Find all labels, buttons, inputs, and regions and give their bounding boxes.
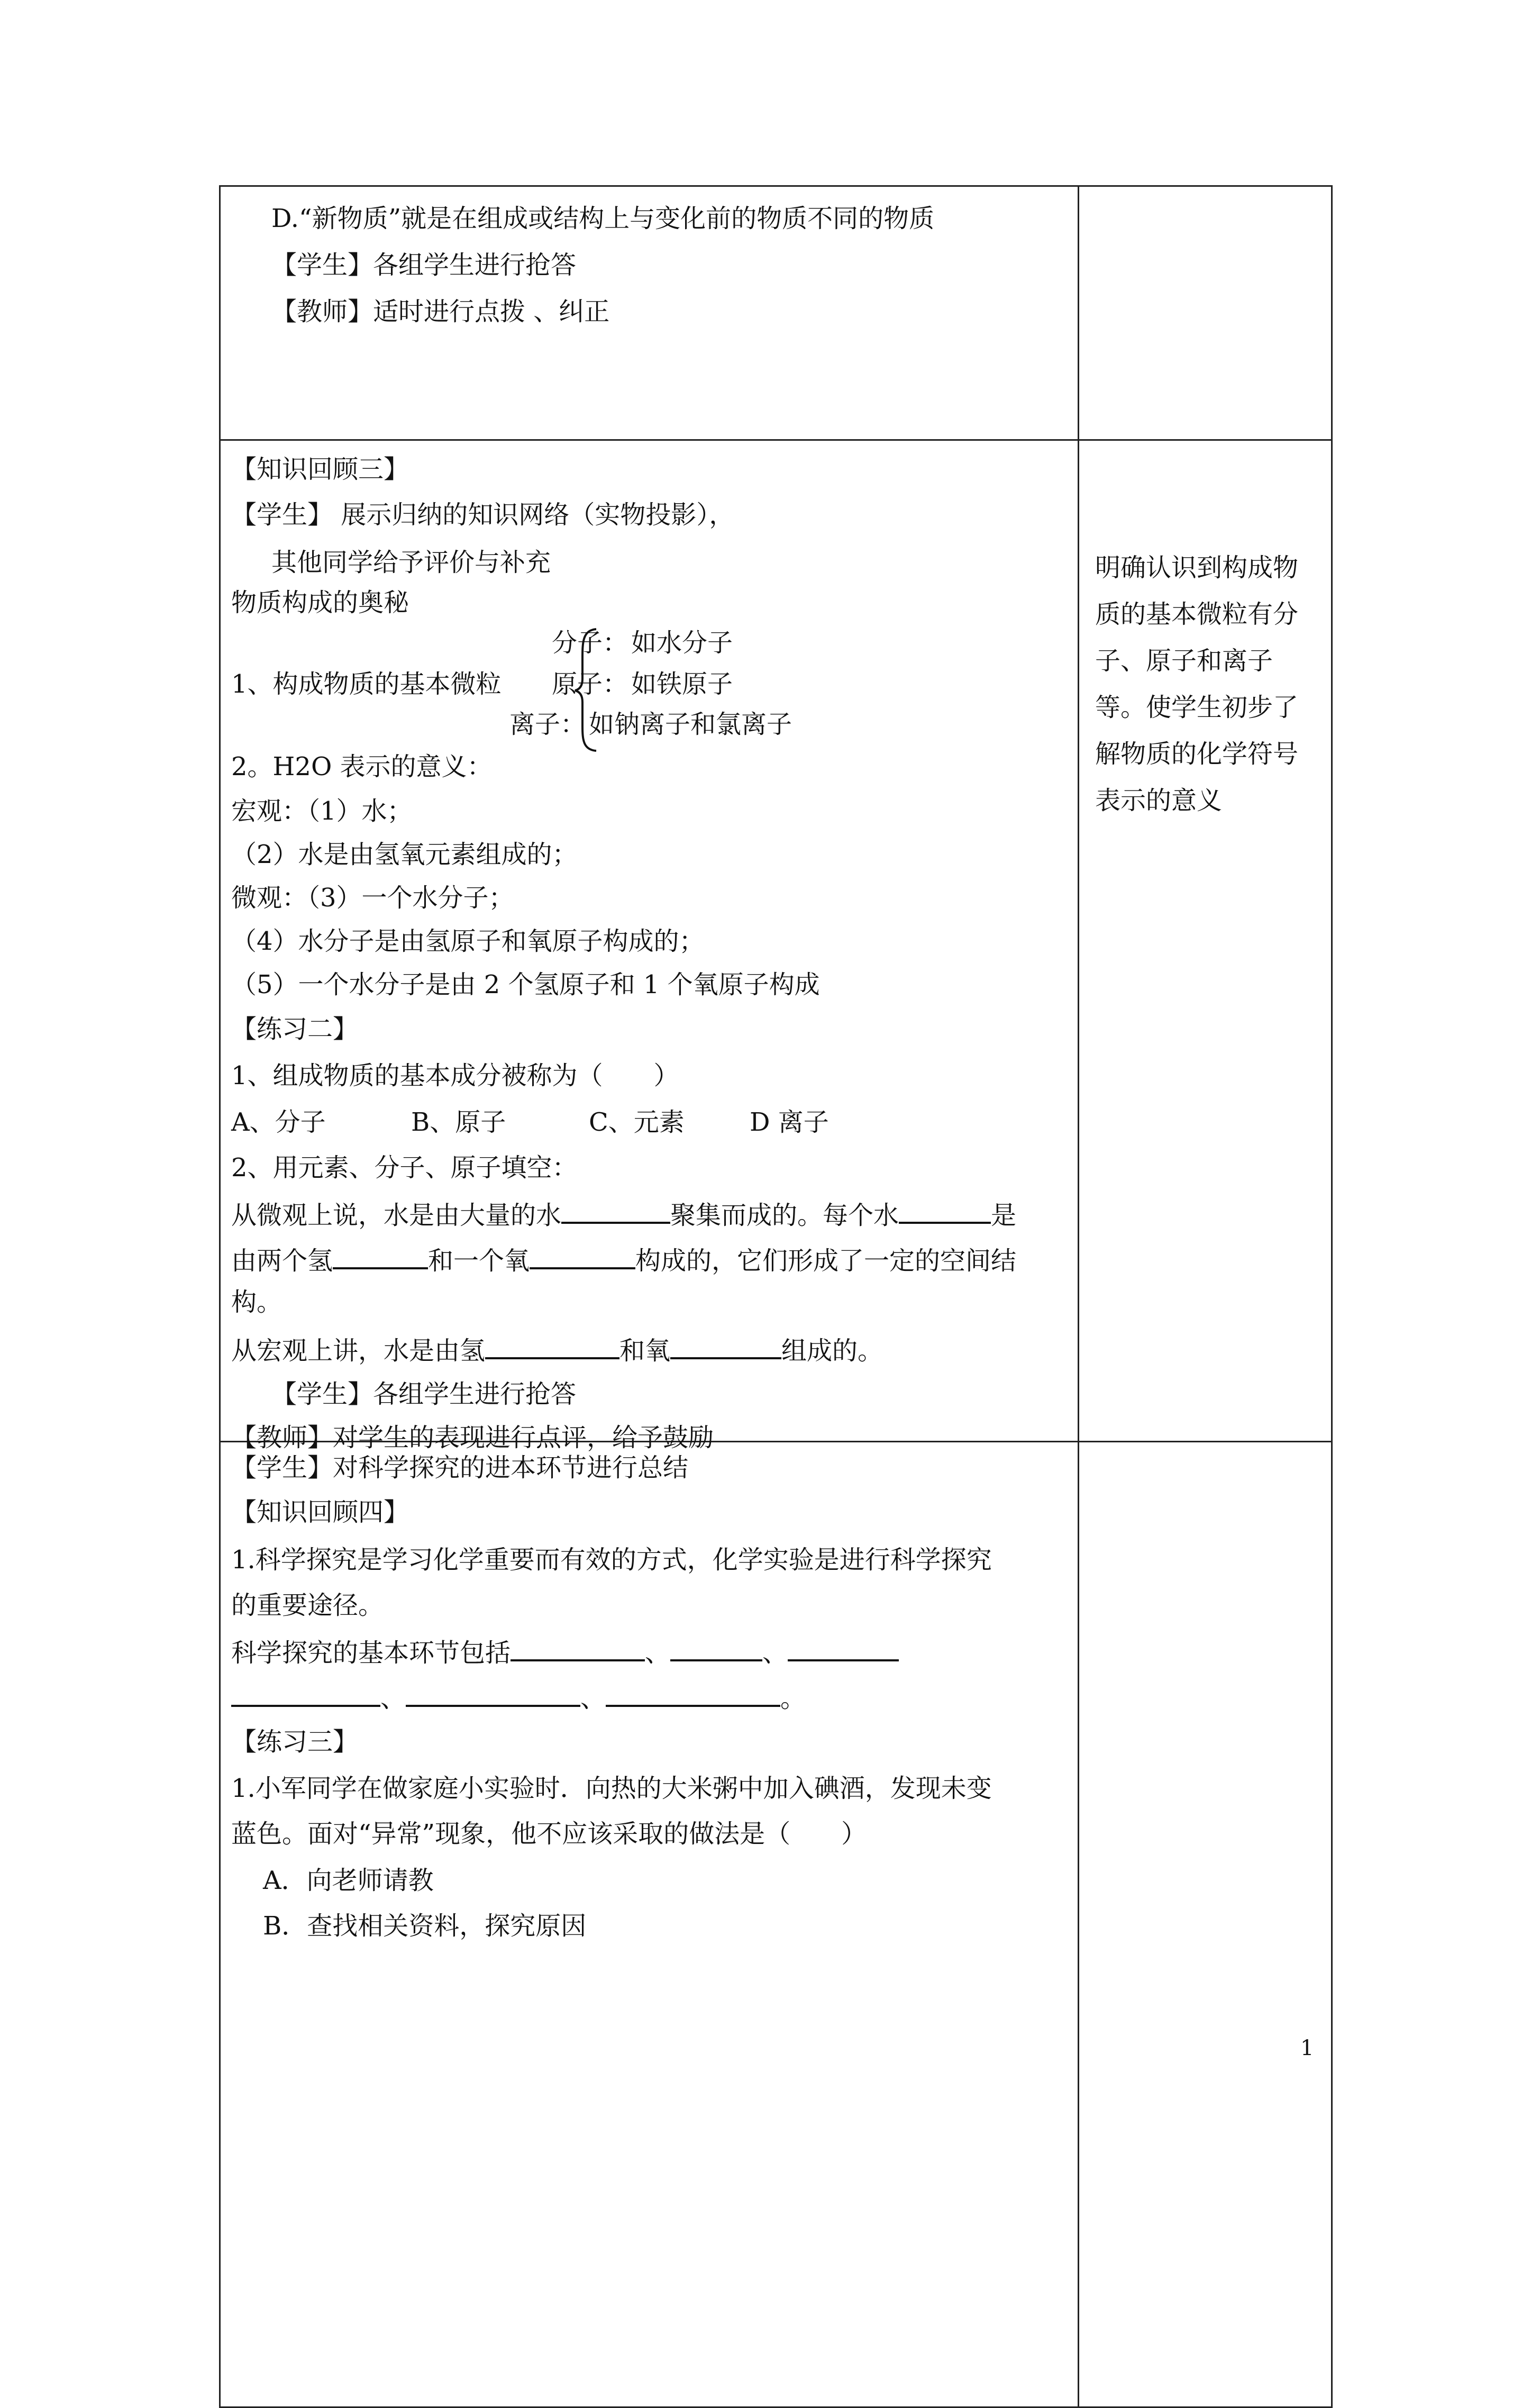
blank-field[interactable] <box>606 1684 780 1707</box>
exercise-two-title: 【练习二】 <box>231 1014 359 1044</box>
summary-student-line: 【学生】对科学探究的进本环节进行总结 <box>231 1453 689 1483</box>
blank-field[interactable] <box>406 1684 580 1707</box>
macro-line-2: （2）水是由氢氧元素组成的； <box>231 840 578 869</box>
exercise-two-q1: 1、组成物质的基本成分被称为（ ） <box>231 1061 679 1091</box>
student-show-line: 【学生】 展示归纳的知识网络（实物投影）， <box>231 500 735 530</box>
blank-field[interactable] <box>670 1336 781 1359</box>
steps-label: 科学探究的基本环节包括 <box>231 1638 511 1668</box>
inquiry-steps-line-2 <box>231 1684 806 1711</box>
blank-field[interactable] <box>561 1201 670 1224</box>
row1-main-cell <box>220 186 1079 440</box>
exercise-three-q1-line-2: 蓝色。面对“异常”现象，他不应该采取的做法是（ ） <box>231 1819 867 1849</box>
q1-option-b: B、原子 <box>411 1107 506 1137</box>
particle-ion-example: 如钠离子和氯离子 <box>589 710 792 739</box>
separator: 、 <box>580 1684 606 1713</box>
exercise-three-option-b: B．查找相关资料，探究原因 <box>263 1911 587 1941</box>
separator: 、 <box>380 1684 406 1713</box>
blank-field[interactable] <box>788 1638 899 1661</box>
q2-text-j: 组成的。 <box>781 1336 883 1366</box>
macro-line-1: 宏观：（1）水； <box>231 796 413 826</box>
q2-line-3: 构。 <box>231 1287 282 1317</box>
q1-option-d: D 离子 <box>750 1107 829 1137</box>
row3-note-cell <box>1079 1442 1332 2407</box>
blank-field[interactable] <box>333 1246 428 1269</box>
separator: 、 <box>645 1638 671 1668</box>
inquiry-para-line-2: 的重要途径。 <box>231 1591 384 1620</box>
review-three-heading: 【知识回顾三】 <box>231 455 409 484</box>
page-number: 1 <box>1300 2036 1314 2060</box>
teacher-comment-line: 【教师】对学生的表现进行点评，给予鼓励 <box>231 1423 714 1452</box>
exercise-two-q2: 2、用元素、分子、原子填空： <box>231 1153 578 1183</box>
row2-main-cell <box>220 440 1079 1452</box>
q2-text-d: 由两个氢 <box>231 1246 333 1276</box>
h2o-title: 2。H2O 表示的意义： <box>231 752 493 782</box>
particles-label: 1、构成物质的基本微粒 <box>231 669 502 699</box>
q2-text-h: 从宏观上讲，水是由氢 <box>231 1336 486 1366</box>
option-d-text: D.“新物质”就是在组成或结构上与变化前的物质不同的物质 <box>271 204 935 233</box>
micro-line-3: （5）一个水分子是由 2 个氢原子和 1 个氧原子构成 <box>231 970 820 999</box>
separator: 、 <box>762 1638 788 1668</box>
q2-text-f: 构成的，它们形成了一定的空间结 <box>635 1246 1017 1276</box>
micro-line-1: 微观：（3）一个水分子； <box>231 883 514 913</box>
q2-line-1 <box>231 1201 1016 1228</box>
q2-line-2 <box>231 1246 1016 1274</box>
particle-molecule-example: 如水分子 <box>631 628 733 658</box>
q2-text-c: 是 <box>991 1201 1017 1230</box>
curly-brace-icon <box>573 627 600 753</box>
student-line: 【学生】各组学生进行抢答 <box>271 250 577 280</box>
q2-text-i: 和氧 <box>619 1336 671 1366</box>
blank-field[interactable] <box>670 1638 762 1661</box>
q2-text-b: 聚集而成的。每个水 <box>670 1201 899 1230</box>
blank-field[interactable] <box>231 1684 380 1707</box>
q1-option-a: A、分子 <box>231 1107 326 1137</box>
row1-note-cell <box>1079 186 1332 440</box>
inquiry-steps-line-1 <box>231 1638 899 1666</box>
blank-field[interactable] <box>511 1638 645 1661</box>
particle-atom-example: 如铁原子 <box>631 669 733 699</box>
review-four-heading: 【知识回顾四】 <box>231 1497 409 1527</box>
particle-molecule-name: 分子： <box>552 628 628 658</box>
q2-text-a: 从微观上说，水是由大量的水 <box>231 1201 562 1230</box>
topic-line: 物质构成的奥秘 <box>231 588 409 617</box>
particle-atom-name: 原子： <box>552 669 628 699</box>
blank-field[interactable] <box>899 1201 991 1224</box>
blank-field[interactable] <box>485 1336 619 1359</box>
exercise-three-q1-line-1: 1.小军同学在做家庭小实验时．向热的大米粥中加入碘酒，发现未变 <box>231 1774 992 1803</box>
others-line: 其他同学给予评价与补充 <box>271 548 551 577</box>
teacher-line: 【教师】适时进行点拨 、纠正 <box>271 297 610 326</box>
exercise-three-option-a: A．向老师请教 <box>263 1866 434 1895</box>
period: 。 <box>780 1684 806 1713</box>
blank-field[interactable] <box>530 1246 635 1269</box>
q1-option-c: C、元素 <box>589 1107 685 1137</box>
lesson-table <box>219 185 1333 2408</box>
micro-line-2: （4）水分子是由氢原子和氧原子构成的； <box>231 926 705 956</box>
q2-line-4 <box>231 1336 883 1364</box>
row3-main-cell <box>220 1442 1079 2407</box>
q2-text-e: 和一个氧 <box>428 1246 530 1276</box>
row2-note-cell <box>1079 440 1332 1442</box>
inquiry-para-line-1: 1.科学探究是学习化学重要而有效的方式，化学实验是进行科学探究 <box>231 1545 992 1575</box>
student-answer-line: 【学生】各组学生进行抢答 <box>271 1379 577 1409</box>
exercise-three-title: 【练习三】 <box>231 1727 359 1757</box>
teaching-goal-note: 明确认识到构成物质的基本微粒有分子、原子和离子等。使学生初步了解物质的化学符号表示的意义 <box>1095 553 1299 815</box>
particle-ion-name: 离子： <box>509 710 586 739</box>
